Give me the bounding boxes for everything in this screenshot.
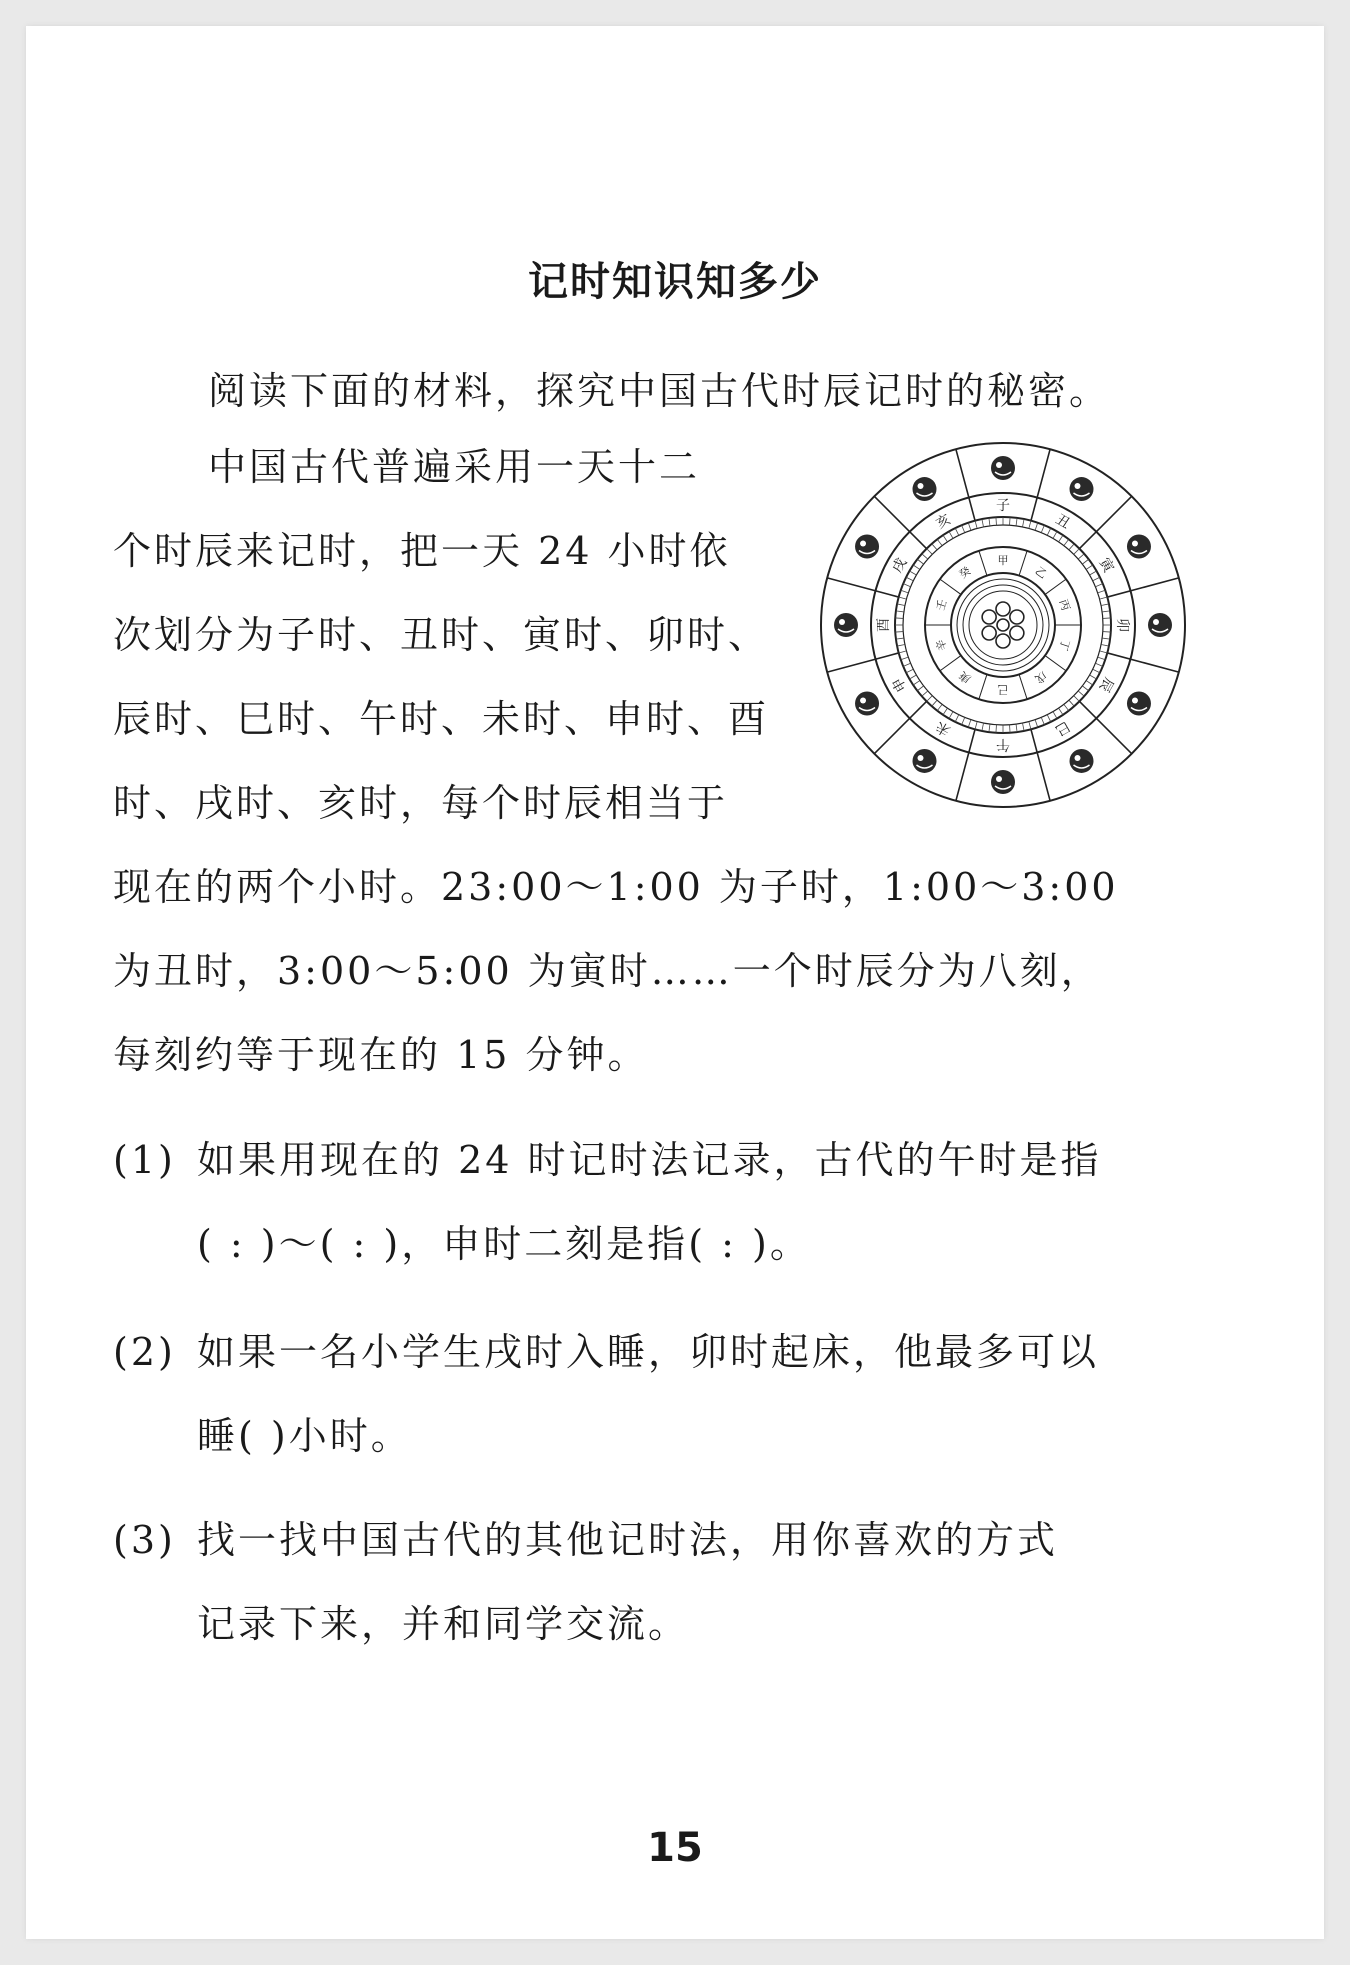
ke-tick xyxy=(1041,717,1044,724)
ke-tick xyxy=(1016,724,1017,732)
ke-tick xyxy=(909,571,916,575)
zodiac-animal-icon xyxy=(1148,613,1172,637)
ke-tick xyxy=(975,521,977,529)
question-text: 如果一名小学生戌时入睡，卯时起床，他最多可以 xyxy=(197,1330,1100,1374)
stem-label: 庚 xyxy=(956,668,974,686)
stem-label: 辛 xyxy=(933,637,950,653)
zodiac-animal-icon xyxy=(855,535,879,559)
stem-divider xyxy=(1045,656,1066,671)
ke-tick xyxy=(1059,535,1063,542)
ke-tick xyxy=(937,539,942,545)
ke-tick xyxy=(1082,686,1088,691)
ke-tick xyxy=(962,525,965,532)
ke-tick xyxy=(1103,618,1111,619)
stem-label: 壬 xyxy=(933,597,950,613)
sector-divider xyxy=(1107,653,1178,672)
ke-tick xyxy=(1090,571,1097,575)
ke-tick xyxy=(1100,651,1108,653)
stem-divider xyxy=(940,579,961,594)
ke-tick xyxy=(897,604,905,606)
ke-tick xyxy=(989,518,990,526)
zodiac-animal-icon xyxy=(834,613,858,637)
ke-tick xyxy=(1041,525,1044,532)
ke-tick xyxy=(909,675,916,679)
zodiac-animal-icon xyxy=(913,477,937,501)
ke-tick xyxy=(1095,663,1102,666)
ke-tick xyxy=(982,519,984,527)
stem-label: 己 xyxy=(997,683,1009,696)
ke-tick xyxy=(1010,517,1011,525)
ke-tick xyxy=(1023,723,1025,731)
zodiac-animal-icon xyxy=(1127,692,1151,716)
ke-tick xyxy=(901,590,909,593)
ke-tick xyxy=(1059,708,1063,715)
page-number: 15 xyxy=(647,1825,703,1871)
ke-tick xyxy=(996,517,997,525)
branch-label: 辰 xyxy=(1095,674,1117,695)
ke-tick xyxy=(1095,584,1102,587)
question-1 xyxy=(113,1118,1102,1286)
ke-tick xyxy=(1074,696,1080,702)
zodiac-animal-icon xyxy=(913,749,937,773)
branch-label: 午 xyxy=(996,736,1010,752)
ke-tick xyxy=(917,559,923,564)
branch-label: 丑 xyxy=(1052,511,1073,533)
zodiac-animal-icon xyxy=(991,456,1015,480)
question-number: (2) xyxy=(113,1330,176,1374)
sector-divider xyxy=(827,578,898,597)
ke-tick xyxy=(1078,691,1084,696)
ke-tick xyxy=(1023,519,1025,527)
ke-tick xyxy=(1069,700,1074,706)
ke-tick xyxy=(996,725,997,733)
question-text-continued: 记录下来，并和同学交流。 xyxy=(197,1602,690,1646)
stem-divider xyxy=(979,674,987,699)
ke-tick xyxy=(1035,523,1038,531)
ke-tick xyxy=(1047,528,1051,535)
question-number: (3) xyxy=(113,1518,176,1562)
ke-tick xyxy=(962,717,965,724)
branch-label: 子 xyxy=(996,498,1010,514)
ke-tick xyxy=(932,700,937,706)
sector-divider xyxy=(1031,449,1050,520)
branch-label: 未 xyxy=(933,717,954,739)
ke-tick xyxy=(932,544,937,550)
passage-line: 时、戌时、亥时，每个时辰相当于 xyxy=(113,781,729,825)
ke-tick xyxy=(899,651,907,653)
ke-tick xyxy=(1074,549,1080,555)
ke-tick xyxy=(895,632,903,633)
ke-tick xyxy=(1029,521,1031,529)
sector-divider xyxy=(1031,729,1050,800)
ke-tick xyxy=(1047,715,1051,722)
ke-tick xyxy=(937,704,942,710)
question-number: (1) xyxy=(113,1138,176,1182)
ke-tick xyxy=(1100,597,1108,599)
ke-tick xyxy=(903,584,910,587)
ke-tick xyxy=(1093,577,1100,581)
ke-tick xyxy=(943,708,947,715)
ke-tick xyxy=(1010,725,1011,733)
stem-label: 戊 xyxy=(1032,668,1050,686)
answer-blanks[interactable]: 睡( )小时。 xyxy=(197,1414,412,1458)
ke-tick xyxy=(1103,632,1111,633)
stem-label: 癸 xyxy=(956,564,974,582)
passage-line: 次划分为子时、丑时、寅时、卯时、 xyxy=(113,613,770,657)
stem-label: 甲 xyxy=(997,554,1009,567)
ke-tick xyxy=(896,638,904,639)
ke-tick xyxy=(1078,554,1084,559)
ke-tick xyxy=(1053,531,1057,538)
ke-tick xyxy=(927,696,933,702)
sector-divider xyxy=(956,729,975,800)
ke-tick xyxy=(1086,565,1093,569)
branch-label: 巳 xyxy=(1052,717,1073,739)
branch-label: 卯 xyxy=(1114,618,1130,632)
question-text: 找一找中国古代的其他记时法，用你喜欢的方式 xyxy=(197,1518,1059,1562)
stem-label: 丁 xyxy=(1056,637,1073,653)
ke-tick xyxy=(1029,722,1031,730)
sector-divider xyxy=(956,449,975,520)
stem-divider xyxy=(979,551,987,576)
ke-tick xyxy=(1082,559,1088,564)
stem-divider xyxy=(940,656,961,671)
ke-tick xyxy=(975,722,977,730)
branch-label: 申 xyxy=(889,674,911,695)
ke-tick xyxy=(949,712,953,719)
ke-tick xyxy=(989,724,990,732)
zodiac-animal-icon xyxy=(991,770,1015,794)
ke-tick xyxy=(1035,720,1038,728)
ke-tick xyxy=(949,531,953,538)
passage-line: 中国古代普遍采用一天十二 xyxy=(208,445,701,489)
ke-tick xyxy=(1093,669,1100,673)
zodiac-animal-icon xyxy=(1070,477,1094,501)
ke-tick xyxy=(1064,704,1069,710)
ke-tick xyxy=(1102,638,1110,639)
ke-tick xyxy=(895,618,903,619)
zodiac-time-wheel xyxy=(818,440,1188,810)
passage-line: 个时辰来记时，把一天 24 小时依 xyxy=(113,529,731,573)
ke-tick xyxy=(903,663,910,666)
branch-label: 寅 xyxy=(1095,555,1117,576)
ke-tick xyxy=(896,611,904,612)
question-2 xyxy=(113,1310,1099,1478)
ke-tick xyxy=(906,577,913,581)
zodiac-animal-icon xyxy=(1127,535,1151,559)
zodiac-animal-icon xyxy=(855,692,879,716)
ke-tick xyxy=(906,669,913,673)
stem-divider xyxy=(1045,579,1066,594)
stem-label: 乙 xyxy=(1032,564,1050,582)
sector-divider xyxy=(1107,578,1178,597)
intro-text: 阅读下面的材料，探究中国古代时辰记时的秘密。 xyxy=(208,369,1111,413)
ke-tick xyxy=(943,535,947,542)
passage-line: 每刻约等于现在的 15 分钟。 xyxy=(113,1033,649,1077)
question-3 xyxy=(113,1498,1058,1666)
branch-label: 亥 xyxy=(933,511,954,533)
ke-tick xyxy=(927,549,933,555)
ke-tick xyxy=(899,597,907,599)
ke-tick xyxy=(968,720,971,728)
ke-tick xyxy=(1098,657,1106,660)
cloud-motif-icon xyxy=(982,602,1024,648)
branch-label: 戌 xyxy=(889,555,911,576)
question-text: 如果用现在的 24 时记时法记录，古代的午时是指 xyxy=(197,1138,1102,1182)
ke-tick xyxy=(1101,604,1109,606)
ke-tick xyxy=(968,523,971,531)
sector-divider xyxy=(827,653,898,672)
branch-label: 酉 xyxy=(876,618,892,632)
ke-tick xyxy=(922,554,928,559)
page-title: 记时知识知多少 xyxy=(528,259,822,305)
ke-tick xyxy=(922,691,928,696)
stem-divider xyxy=(1019,674,1027,699)
stem-label: 丙 xyxy=(1056,597,1073,613)
ke-tick xyxy=(917,686,923,691)
ke-tick xyxy=(955,528,959,535)
ke-tick xyxy=(1053,712,1057,719)
ke-tick xyxy=(901,657,909,660)
ke-tick xyxy=(1064,539,1069,545)
ke-tick xyxy=(955,715,959,722)
ke-tick xyxy=(1090,675,1097,679)
ke-tick xyxy=(1016,518,1017,526)
ke-tick xyxy=(1098,590,1106,593)
passage-line: 现在的两个小时。23:00～1:00 为子时，1:00～3:00 xyxy=(113,865,1119,909)
passage-line: 为丑时，3:00～5:00 为寅时……一个时辰分为八刻， xyxy=(113,949,1102,993)
ke-tick xyxy=(1101,645,1109,647)
ke-tick xyxy=(913,565,920,569)
ke-tick xyxy=(897,645,905,647)
ke-tick xyxy=(1086,681,1093,685)
ke-tick xyxy=(1102,611,1110,612)
zodiac-animal-icon xyxy=(1070,749,1094,773)
ke-tick xyxy=(1069,544,1074,550)
passage-line: 辰时、巳时、午时、未时、申时、酉 xyxy=(113,697,770,741)
stem-divider xyxy=(1019,551,1027,576)
ke-tick xyxy=(913,681,920,685)
answer-blanks[interactable]: ( : )～( : )，申时二刻是指( : )。 xyxy=(197,1222,811,1266)
ke-tick xyxy=(982,723,984,731)
